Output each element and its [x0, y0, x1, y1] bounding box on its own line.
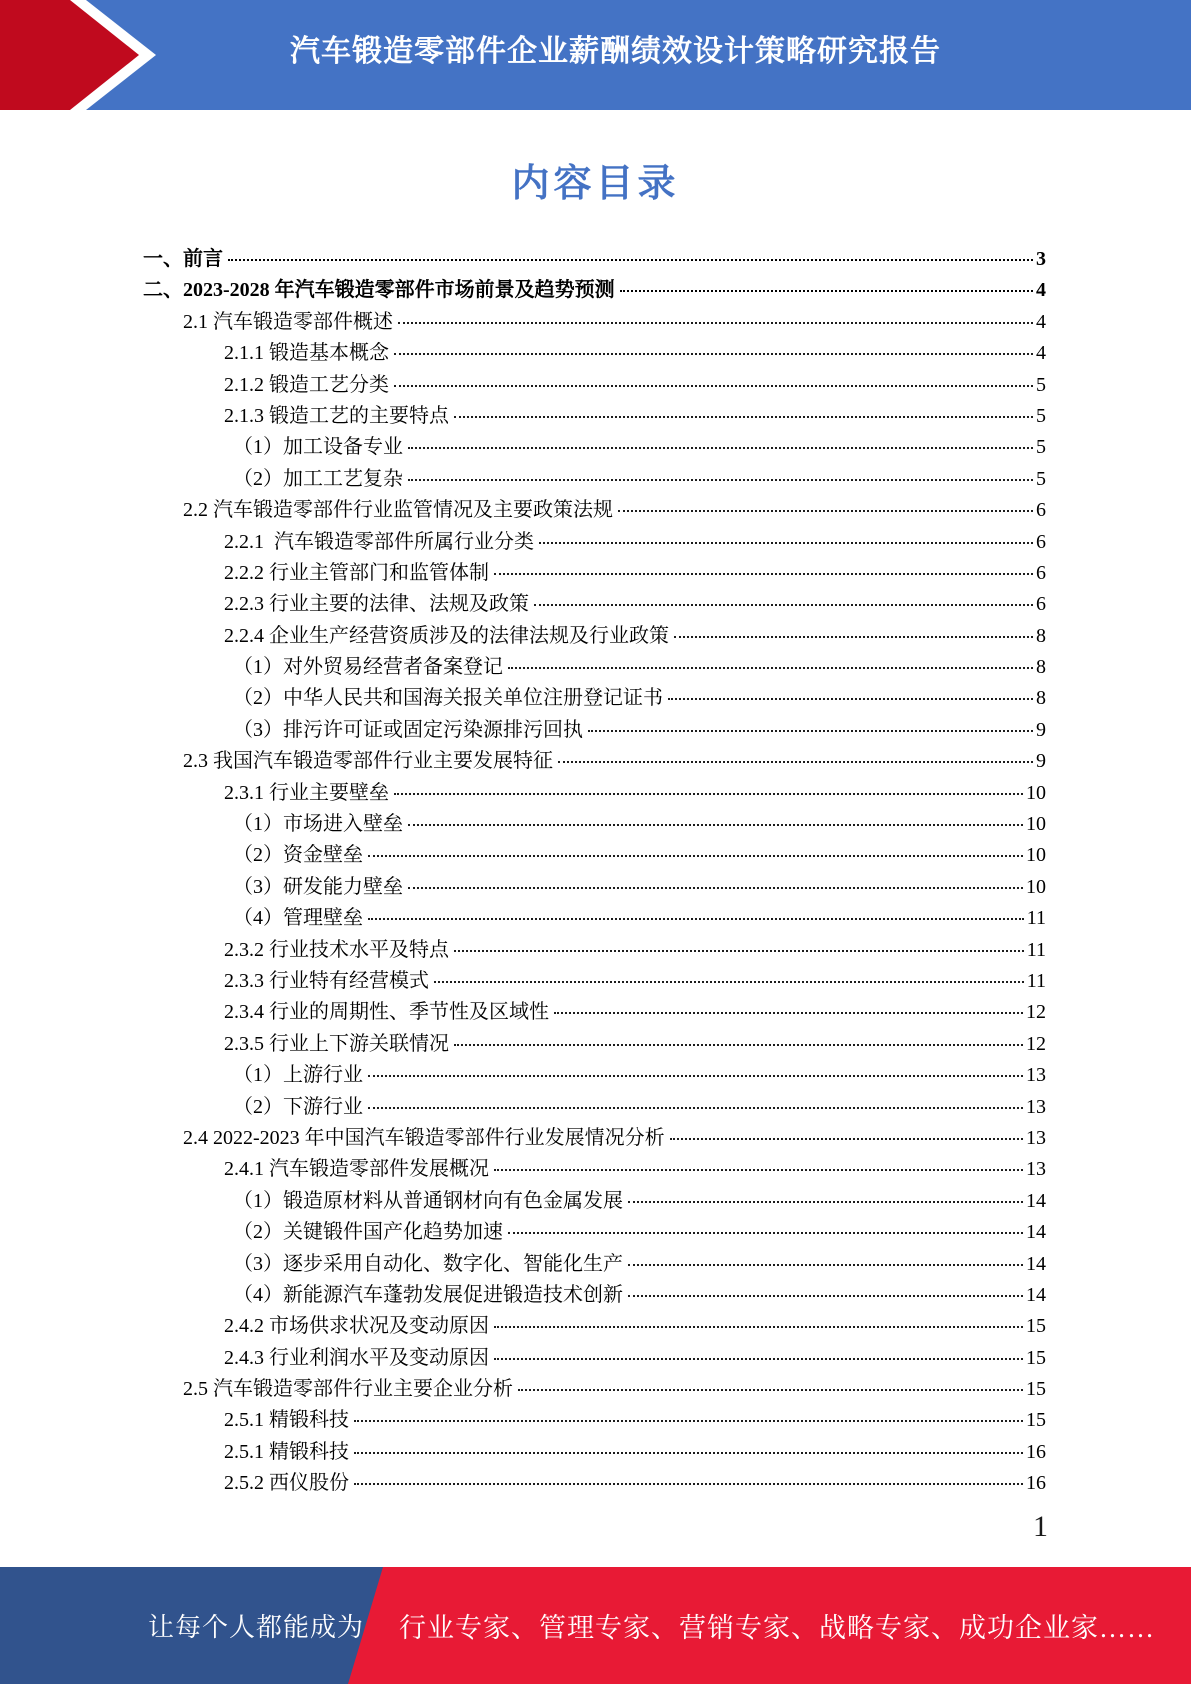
- dotted-leader: [408, 887, 1023, 889]
- toc-entry-label: 2.3.5 行业上下游关联情况: [224, 1032, 449, 1055]
- toc-entry[interactable]: [137, 1372, 1046, 1403]
- dotted-leader: [454, 416, 1033, 418]
- toc-entry-label: 2.4 2022-2023 年中国汽车锻造零部件行业发展情况分析: [183, 1126, 665, 1149]
- toc-entry-label: 2.3.4 行业的周期性、季节性及区域性: [224, 1001, 549, 1024]
- toc-entry[interactable]: [137, 619, 1046, 650]
- toc-entry[interactable]: [137, 870, 1046, 901]
- header-band: [0, 0, 1191, 110]
- toc-entry-label: 2.5.1 精锻科技: [224, 1409, 349, 1432]
- toc-entry[interactable]: [137, 713, 1046, 744]
- toc-entry[interactable]: [137, 681, 1046, 712]
- toc-entry[interactable]: [137, 901, 1046, 932]
- toc-entry-label: 2.4.3 行业利润水平及变动原因: [224, 1346, 489, 1369]
- toc-entry[interactable]: [137, 995, 1046, 1026]
- toc-entry-label: （2）下游行业: [233, 1095, 363, 1118]
- toc-entry-page: 9: [1036, 750, 1046, 773]
- toc-entry[interactable]: [137, 336, 1046, 367]
- toc-entry[interactable]: [137, 242, 1046, 273]
- dotted-leader: [368, 1107, 1023, 1109]
- toc-entry[interactable]: [137, 273, 1046, 304]
- toc-heading: 内容目录: [511, 163, 680, 205]
- toc-entry-page: 8: [1036, 624, 1046, 647]
- toc-entry[interactable]: [137, 399, 1046, 430]
- toc-entry[interactable]: [137, 1403, 1046, 1434]
- toc-entry-page: 5: [1036, 436, 1046, 459]
- toc-entry-page: 13: [1026, 1095, 1046, 1118]
- dotted-leader: [228, 259, 1033, 261]
- toc-entry[interactable]: [137, 1152, 1046, 1183]
- dotted-leader: [628, 1201, 1023, 1203]
- footer-band: [0, 1567, 1191, 1684]
- dotted-leader: [508, 667, 1033, 669]
- toc-entry[interactable]: [137, 430, 1046, 461]
- toc-entry-page: 11: [1026, 969, 1046, 992]
- toc-entry-label: （1）上游行业: [233, 1064, 363, 1087]
- toc-entry-page: 11: [1026, 907, 1046, 930]
- dotted-leader: [668, 698, 1033, 700]
- toc-entry[interactable]: [137, 1435, 1046, 1466]
- dotted-leader: [628, 1295, 1023, 1297]
- toc-entry-page: 5: [1036, 467, 1046, 490]
- toc-entry[interactable]: [137, 933, 1046, 964]
- toc-entry-label: （2）中华人民共和国海关报关单位注册登记证书: [233, 687, 663, 710]
- toc-entry-page: 14: [1026, 1189, 1046, 1212]
- toc-entry-label: 2.3.3 行业特有经营模式: [224, 969, 429, 992]
- toc-entry-label: 二、2023-2028 年汽车锻造零部件市场前景及趋势预测: [143, 279, 615, 302]
- toc-entry-label: 2.4.2 市场供求状况及变动原因: [224, 1315, 489, 1338]
- dotted-leader: [534, 604, 1033, 606]
- toc-entry-label: （3）逐步采用自动化、数字化、智能化生产: [233, 1252, 623, 1275]
- toc-entry-page: 8: [1036, 687, 1046, 710]
- dotted-leader: [408, 447, 1033, 449]
- dotted-leader: [368, 1075, 1023, 1077]
- toc-entry-page: 3: [1036, 248, 1046, 270]
- toc-entry-label: （2）加工工艺复杂: [233, 467, 403, 490]
- toc-entry-page: 10: [1026, 844, 1046, 867]
- toc-entry-label: 2.2.3 行业主要的法律、法规及政策: [224, 593, 529, 616]
- toc-entry[interactable]: [137, 1121, 1046, 1152]
- toc-entry-page: 6: [1036, 530, 1046, 553]
- dotted-leader: [368, 918, 1024, 920]
- toc-entry[interactable]: [137, 1215, 1046, 1246]
- report-title: 汽车锻造零部件企业薪酬绩效设计策略研究报告: [290, 35, 941, 68]
- toc-entry[interactable]: [137, 525, 1046, 556]
- dotted-leader: [408, 824, 1023, 826]
- toc-entry-page: 4: [1036, 279, 1046, 302]
- toc-entry-page: 15: [1026, 1346, 1046, 1369]
- toc-entry-page: 14: [1026, 1283, 1046, 1306]
- toc-entry[interactable]: [137, 776, 1046, 807]
- dotted-leader: [670, 1138, 1023, 1140]
- toc-entry-page: 8: [1036, 656, 1046, 679]
- toc-entry[interactable]: [137, 1027, 1046, 1058]
- table-of-contents: [137, 242, 1046, 1498]
- toc-entry-page: 9: [1036, 718, 1046, 741]
- toc-entry-page: 13: [1026, 1158, 1046, 1181]
- toc-entry-label: （4）管理壁垒: [233, 907, 363, 930]
- toc-entry-label: 2.1.1 锻造基本概念: [224, 342, 389, 365]
- toc-entry-label: （1）对外贸易经营者备案登记: [233, 656, 503, 679]
- toc-entry[interactable]: [137, 650, 1046, 681]
- toc-entry-label: （1）加工设备专业: [233, 436, 403, 459]
- toc-entry[interactable]: [137, 1090, 1046, 1121]
- dotted-leader: [454, 1044, 1023, 1046]
- toc-entry-page: 10: [1026, 875, 1046, 898]
- dotted-leader: [454, 950, 1024, 952]
- dotted-leader: [494, 573, 1033, 575]
- dotted-leader: [494, 1358, 1023, 1360]
- toc-entry[interactable]: [137, 1058, 1046, 1089]
- toc-entry-page: 15: [1026, 1409, 1046, 1432]
- dotted-leader: [539, 542, 1033, 544]
- toc-entry-page: 14: [1026, 1252, 1046, 1275]
- toc-entry[interactable]: [137, 587, 1046, 618]
- footer-slogan-left: 让每个人都能成为: [148, 1613, 365, 1642]
- dotted-leader: [494, 1169, 1023, 1171]
- dotted-leader: [434, 981, 1024, 983]
- toc-entry-label: 2.3 我国汽车锻造零部件行业主要发展特征: [183, 750, 553, 773]
- toc-entry-label: 一、前言: [143, 248, 223, 270]
- toc-entry-page: 10: [1026, 781, 1046, 804]
- toc-entry-label: （1）市场进入壁垒: [233, 813, 403, 836]
- dotted-leader: [518, 1389, 1023, 1391]
- toc-entry[interactable]: [137, 1341, 1046, 1372]
- dotted-leader: [354, 1452, 1023, 1454]
- toc-entry-page: 5: [1036, 373, 1046, 396]
- toc-entry-label: 2.1.2 锻造工艺分类: [224, 373, 389, 396]
- toc-entry[interactable]: [137, 368, 1046, 399]
- toc-entry-page: 4: [1036, 342, 1046, 365]
- dotted-leader: [354, 1483, 1023, 1485]
- toc-entry-page: 6: [1036, 561, 1046, 584]
- dotted-leader: [408, 479, 1033, 481]
- toc-entry[interactable]: [137, 1184, 1046, 1215]
- toc-entry-page: 13: [1026, 1126, 1046, 1149]
- dotted-leader: [554, 1012, 1023, 1014]
- dotted-leader: [628, 1264, 1023, 1266]
- toc-entry[interactable]: [137, 838, 1046, 869]
- toc-entry[interactable]: [137, 1247, 1046, 1278]
- toc-entry[interactable]: [137, 305, 1046, 336]
- toc-entry-label: 2.5 汽车锻造零部件行业主要企业分析: [183, 1378, 513, 1401]
- toc-entry[interactable]: [137, 744, 1046, 775]
- toc-entry-label: 2.3.1 行业主要壁垒: [224, 781, 389, 804]
- toc-entry-page: 6: [1036, 593, 1046, 616]
- dotted-leader: [618, 510, 1033, 512]
- toc-entry-page: 15: [1026, 1315, 1046, 1338]
- toc-entry-label: （1）锻造原材料从普通钢材向有色金属发展: [233, 1189, 623, 1212]
- dotted-leader: [588, 730, 1033, 732]
- toc-entry[interactable]: [137, 1309, 1046, 1340]
- toc-entry[interactable]: [137, 1466, 1046, 1497]
- toc-entry[interactable]: [137, 493, 1046, 524]
- toc-entry-page: 11: [1026, 938, 1046, 961]
- toc-entry-page: 4: [1036, 310, 1046, 333]
- toc-entry-label: 2.5.2 西仪股份: [224, 1472, 349, 1495]
- toc-entry-label: 2.3.2 行业技术水平及特点: [224, 938, 449, 961]
- dotted-leader: [508, 1232, 1023, 1234]
- toc-entry-label: 2.2.1 汽车锻造零部件所属行业分类: [224, 530, 534, 553]
- toc-entry[interactable]: [137, 807, 1046, 838]
- toc-entry-page: 12: [1026, 1001, 1046, 1024]
- toc-entry[interactable]: [137, 1278, 1046, 1309]
- toc-entry-label: 2.2 汽车锻造零部件行业监管情况及主要政策法规: [183, 499, 613, 522]
- dotted-leader: [620, 290, 1033, 292]
- toc-entry-label: 2.2.4 企业生产经营资质涉及的法律法规及行业政策: [224, 624, 669, 647]
- toc-entry[interactable]: [137, 462, 1046, 493]
- toc-entry-page: 16: [1026, 1440, 1046, 1463]
- dotted-leader: [368, 855, 1023, 857]
- dotted-leader: [494, 1326, 1023, 1328]
- toc-entry-label: 2.1.3 锻造工艺的主要特点: [224, 404, 449, 427]
- dotted-leader: [558, 761, 1033, 763]
- toc-entry-label: （2）资金壁垒: [233, 844, 363, 867]
- dotted-leader: [398, 322, 1033, 324]
- dotted-leader: [354, 1420, 1023, 1422]
- toc-entry-label: （3）排污许可证或固定污染源排污回执: [233, 718, 583, 741]
- footer-slogan-right: 行业专家、管理专家、营销专家、战略专家、成功企业家……: [399, 1613, 1155, 1643]
- toc-entry-page: 13: [1026, 1064, 1046, 1087]
- dotted-leader: [394, 793, 1023, 795]
- toc-entry-page: 10: [1026, 813, 1046, 836]
- toc-entry-page: 14: [1026, 1221, 1046, 1244]
- page-number: 1: [1033, 1510, 1048, 1543]
- toc-entry-label: 2.4.1 汽车锻造零部件发展概况: [224, 1158, 489, 1181]
- toc-entry-label: （2）关键锻件国产化趋势加速: [233, 1221, 503, 1244]
- toc-entry-label: （3）研发能力壁垒: [233, 875, 403, 898]
- toc-entry-label: 2.2.2 行业主管部门和监管体制: [224, 561, 489, 584]
- dotted-leader: [394, 385, 1033, 387]
- toc-entry-page: 12: [1026, 1032, 1046, 1055]
- toc-entry[interactable]: [137, 964, 1046, 995]
- toc-entry-label: （4）新能源汽车蓬勃发展促进锻造技术创新: [233, 1283, 623, 1306]
- toc-entry-page: 15: [1026, 1378, 1046, 1401]
- toc-entry-label: 2.1 汽车锻造零部件概述: [183, 310, 393, 333]
- toc-entry[interactable]: [137, 556, 1046, 587]
- toc-entry-page: 5: [1036, 404, 1046, 427]
- toc-entry-label: 2.5.1 精锻科技: [224, 1440, 349, 1463]
- dotted-leader: [394, 353, 1033, 355]
- toc-entry-page: 16: [1026, 1472, 1046, 1495]
- toc-entry-page: 6: [1036, 499, 1046, 522]
- dotted-leader: [674, 636, 1033, 638]
